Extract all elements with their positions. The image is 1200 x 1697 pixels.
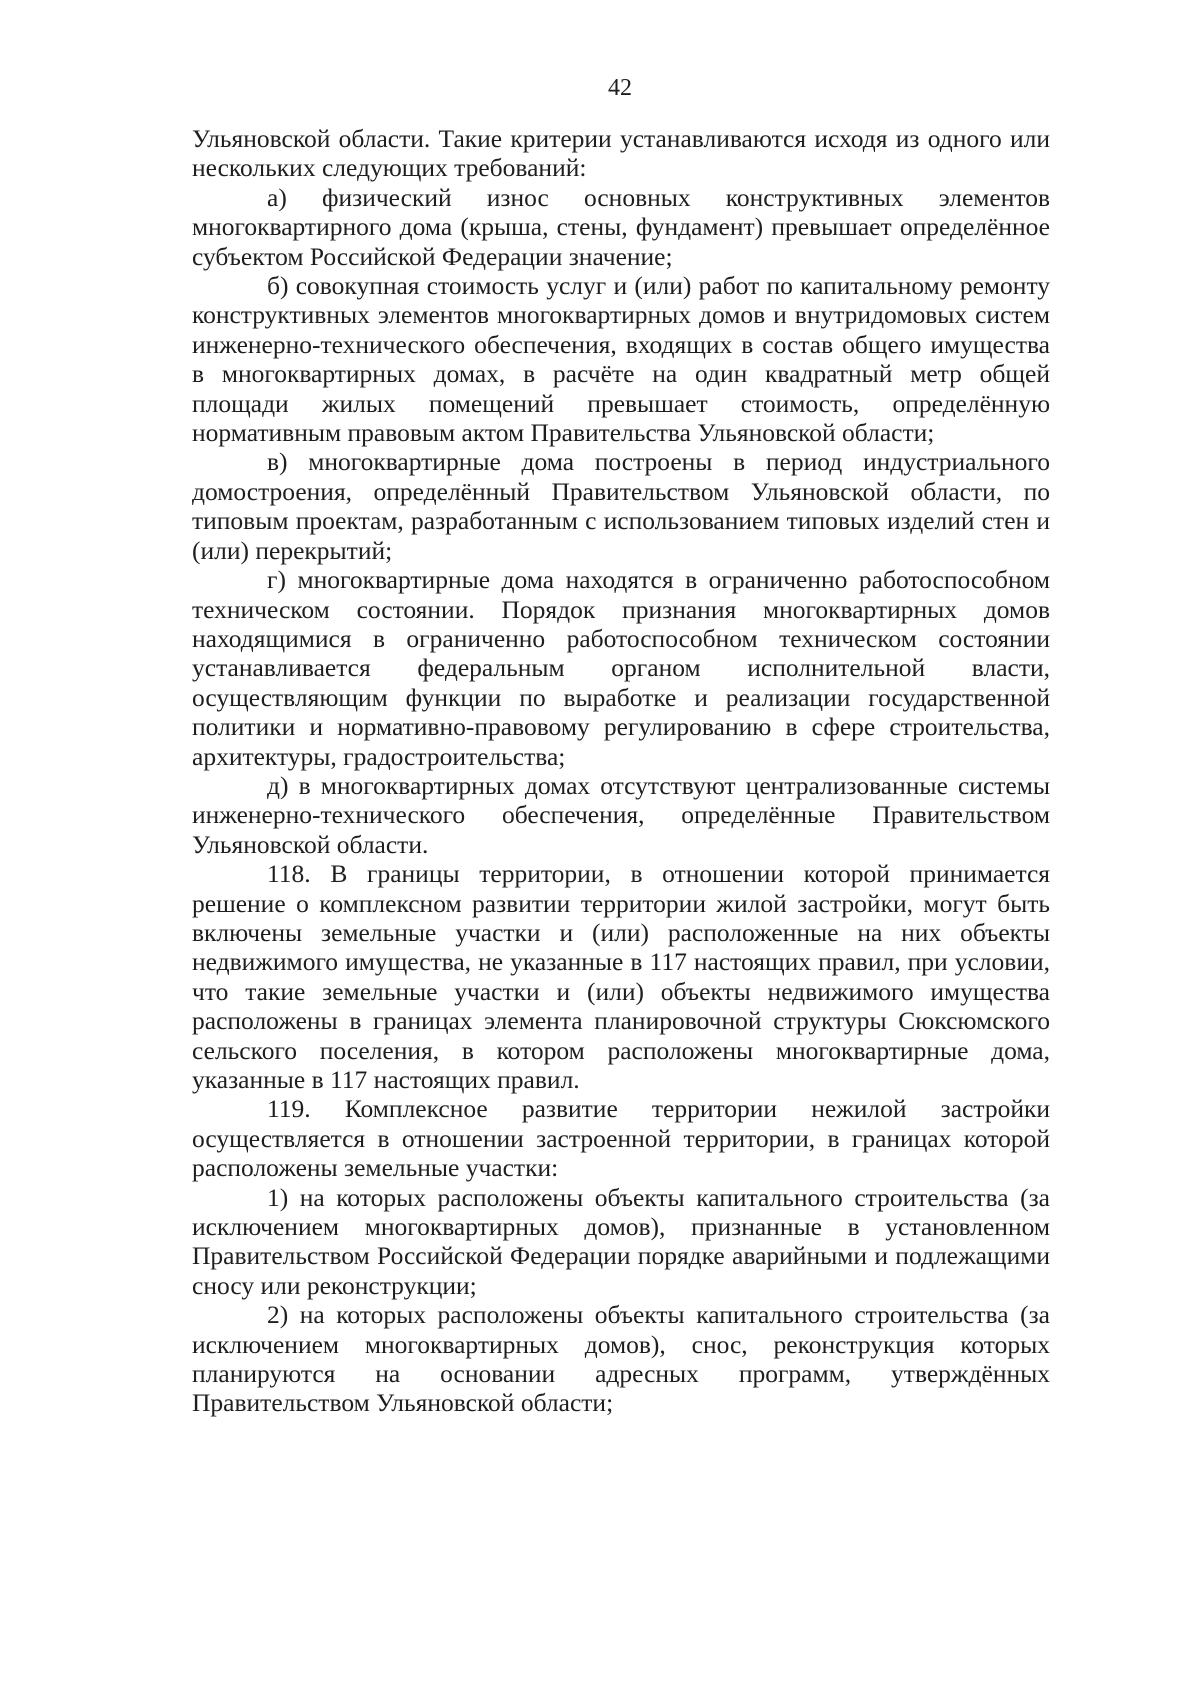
paragraph-item-b: б) совокупная стоимость услуг и (или) работ по капитальному ремонту конструктивных элементов многоквартирных домов и внутридомовых систем инженерно-технического обеспечения, входящих в состав общего имущества в многоквартирных домах, в расчёте на один квадратный метр общей площади жилых помещений превышает стоимость, определённую нормативным правовым актом Правительства Ульяновской области; (192, 271, 1050, 448)
document-body (192, 124, 1050, 1418)
paragraph-118: 118. В границы территории, в отношении которой принимается решение о комплексном развитии территории жилой застройки, могут быть включены земельные участки и (или) расположенные на них объекты недвижимого имущества, не указанные в 117 настоящих правил, при условии, что такие земельные участки и (или) объекты недвижимого имущества расположены в границах элемента планировочной структуры Сюксюмского сельского поселения, в котором расположены многоквартирные дома, указанные в 117 настоящих правил. (192, 859, 1050, 1094)
paragraph-item-g: г) многоквартирные дома находятся в ограниченно работоспособном техническом состоянии. Порядок признания многоквартирных домов находящимися в ограниченно работоспособном техническом состоянии устанавливается федеральным органом исполнительной власти, осуществляющим функции по выработке и реализации государственной политики и нормативно-правовому регулированию в сфере строительства, архитектуры, градостроительства; (192, 565, 1050, 771)
paragraph-119-item-1: 1) на которых расположены объекты капитального строительства (за исключением многоквартирных домов), признанные в установленном Правительством Российской Федерации порядке аварийными и подлежащими сносу или реконструкции; (192, 1182, 1050, 1300)
paragraph-continuation: Ульяновской области. Такие критерии устанавливаются исходя из одного или нескольких следующих требований: (192, 124, 1050, 183)
paragraph-119-item-2: 2) на которых расположены объекты капитального строительства (за исключением многоквартирных домов), снос, реконструкция которых планируются на основании адресных программ, утверждённых Правительством Ульяновской области; (192, 1300, 1050, 1418)
paragraph-119: 119. Комплексное развитие территории нежилой застройки осуществляется в отношении застроенной территории, в границах которой расположены земельные участки: (192, 1094, 1050, 1183)
paragraph-item-v: в) многоквартирные дома построены в период индустриального домостроения, определённый Правительством Ульяновской области, по типовым проектам, разработанным с использованием типовых изделий стен и (или) перекрытий; (192, 447, 1050, 565)
paragraph-item-d: д) в многоквартирных домах отсутствуют централизованные системы инженерно-технического обеспечения, определённые Правительством Ульяновской области. (192, 770, 1050, 859)
page-number: 42 (608, 75, 632, 101)
paragraph-item-a: а) физический износ основных конструктивных элементов многоквартирного дома (крыша, стены, фундамент) превышает определённое субъектом Российской Федерации значение; (192, 182, 1050, 271)
